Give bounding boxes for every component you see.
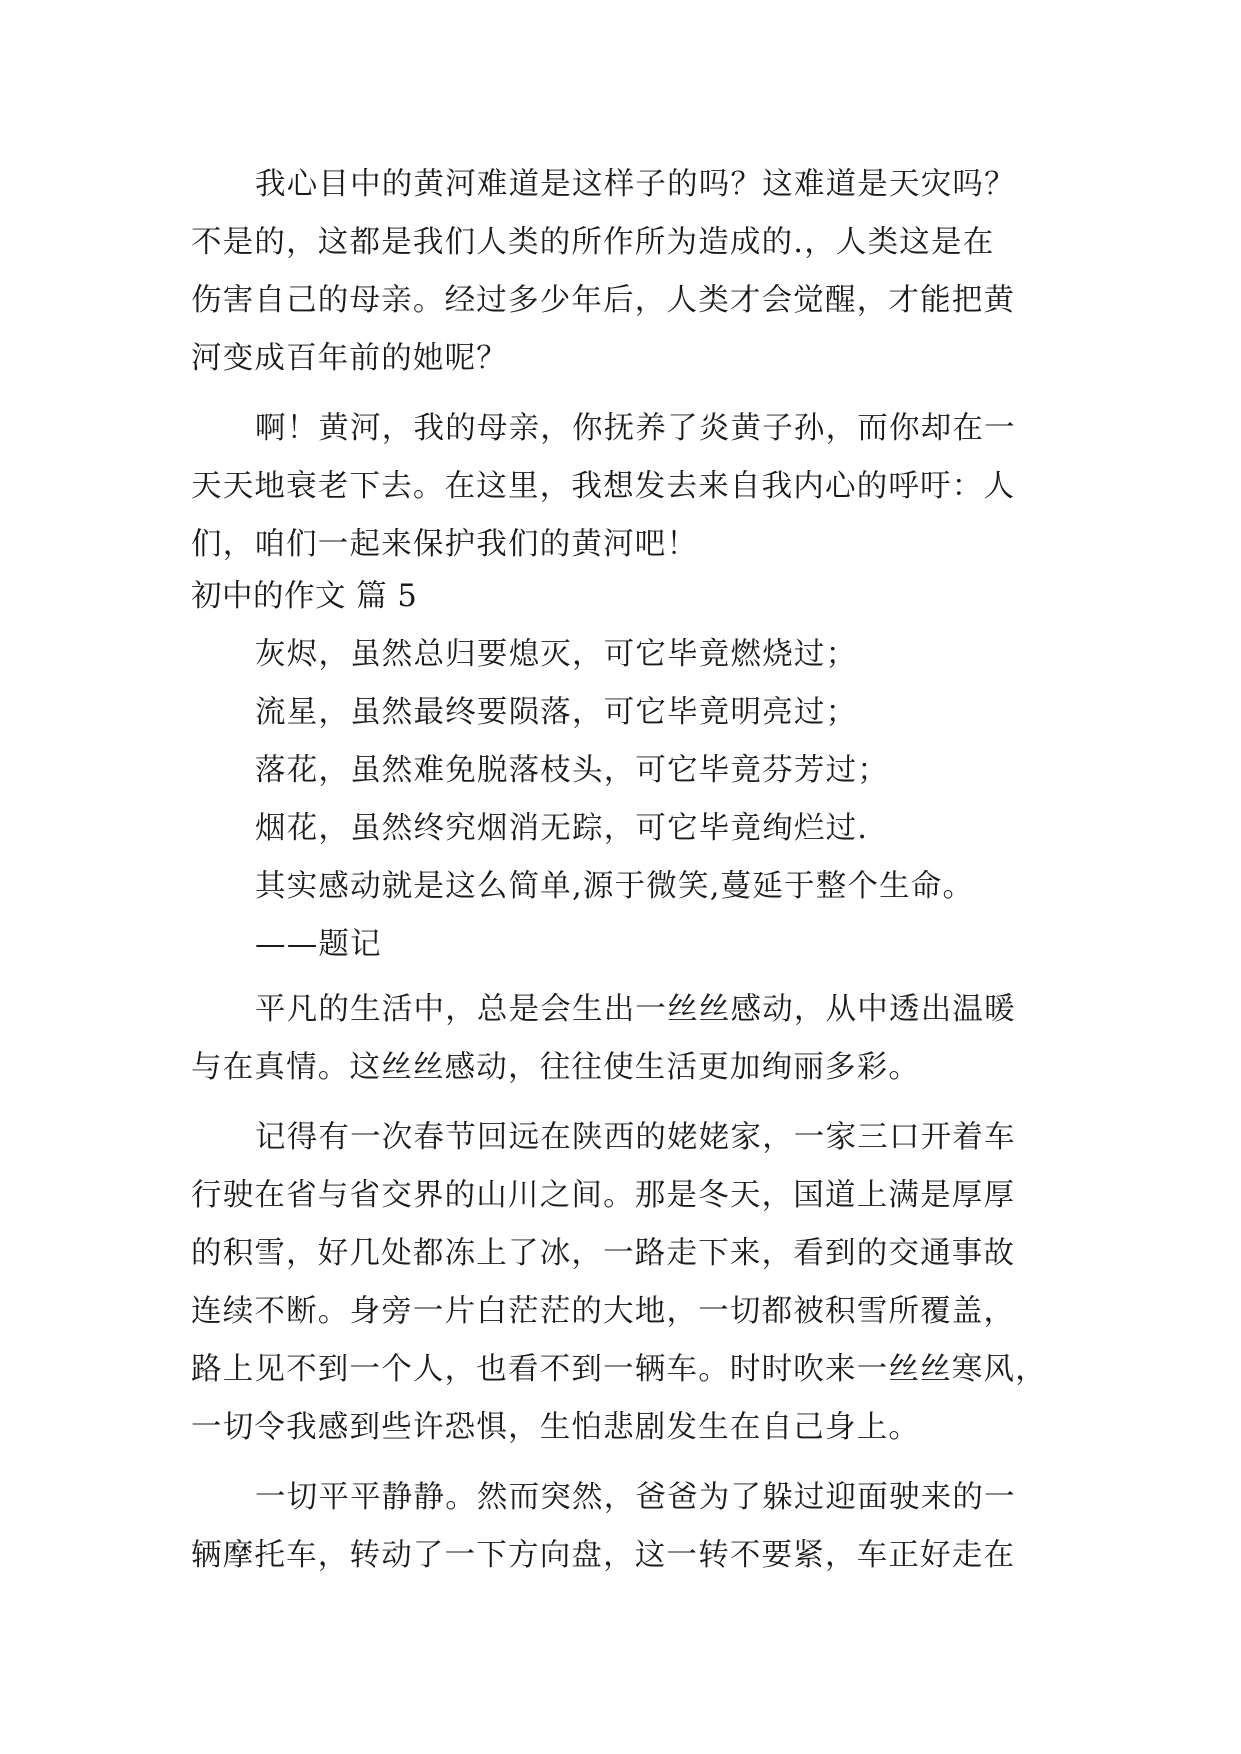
paragraph-line: 路上见不到一个人，也看不到一辆车。时时吹来一丝丝寒风， <box>191 1352 1047 1387</box>
epigraph-attribution: ——题记 <box>255 927 382 962</box>
paragraph-line: 与在真情。这丝丝感动，往往使生活更加绚丽多彩。 <box>191 1050 921 1085</box>
paragraph-line: 连续不断。身旁一片白茫茫的大地，一切都被积雪所覆盖， <box>191 1294 1016 1329</box>
paragraph-line: 一切平平静静。然而突然，爸爸为了躲过迎面驶来的一 <box>255 1480 1016 1515</box>
paragraph-line: 辆摩托车，转动了一下方向盘，这一转不要紧，车正好走在 <box>191 1538 1016 1573</box>
paragraph-line: 落花，虽然难免脱落枝头，可它毕竟芬芳过； <box>255 753 889 788</box>
paragraph-line: 们，咱们一起来保护我们的黄河吧！ <box>191 527 699 562</box>
paragraph-line: 不是的，这都是我们人类的所作所为造成的.，人类这是在 <box>191 225 995 260</box>
paragraph-line: 记得有一次春节回远在陕西的姥姥家，一家三口开着车 <box>255 1120 1016 1155</box>
paragraph-line: 行驶在省与省交界的山川之间。那是冬天，国道上满是厚厚 <box>191 1178 1016 1213</box>
paragraph-line: 其实感动就是这么简单,源于微笑,蔓延于整个生命。 <box>255 869 975 904</box>
paragraph-line: 我心目中的黄河难道是这样子的吗？这难道是天灾吗？ <box>255 167 1016 202</box>
paragraph-line: 流星，虽然最终要陨落，可它毕竟明亮过； <box>255 695 858 730</box>
paragraph-line: 的积雪，好几处都冻上了冰，一路走下来，看到的交通事故 <box>191 1236 1016 1271</box>
paragraph-line: 啊！黄河，我的母亲，你抚养了炎黄子孙，而你却在一 <box>255 411 1016 446</box>
paragraph-line: 伤害自己的母亲。经过多少年后，人类才会觉醒，才能把黄 <box>191 283 1016 318</box>
section-heading: 初中的作文 篇 5 <box>191 579 418 614</box>
paragraph-line: 天天地衰老下去。在这里，我想发去来自我内心的呼吁：人 <box>191 469 1016 504</box>
paragraph-line: 烟花，虽然终究烟消无踪，可它毕竟绚烂过. <box>255 811 869 846</box>
paragraph-line: 灰烬，虽然总归要熄灭，可它毕竟燃烧过； <box>255 637 858 672</box>
paragraph-line: 一切令我感到些许恐惧，生怕悲剧发生在自己身上。 <box>191 1410 921 1445</box>
paragraph-line: 平凡的生活中，总是会生出一丝丝感动，从中透出温暖 <box>255 992 1016 1027</box>
paragraph-line: 河变成百年前的她呢？ <box>191 341 508 376</box>
